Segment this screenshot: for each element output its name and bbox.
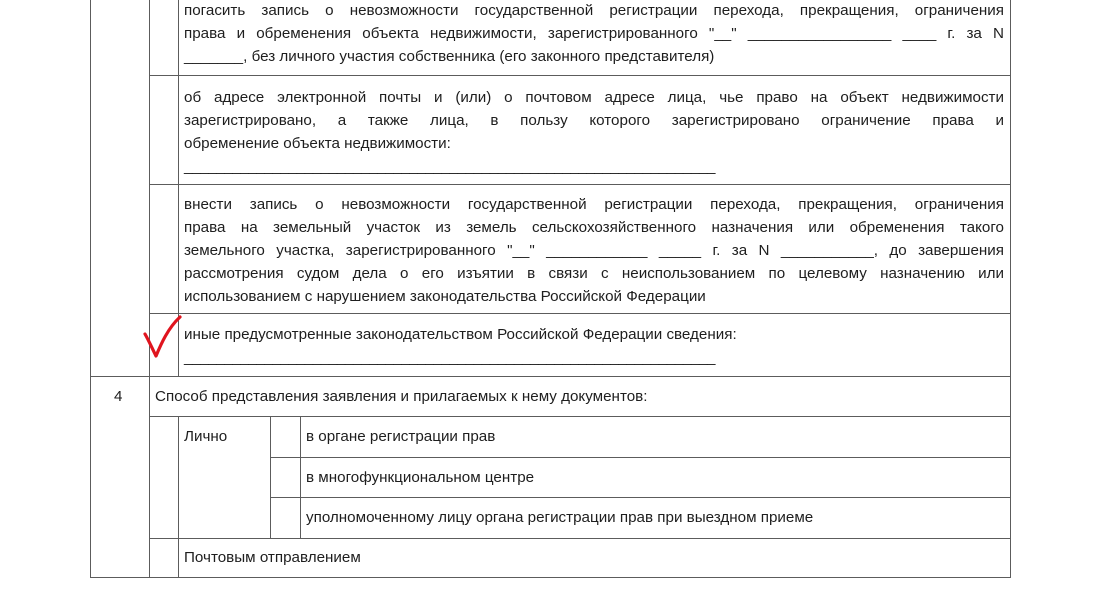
other-info-text-line1: иные предусмотренные законодательством Российской Федерации сведения: bbox=[184, 326, 737, 343]
row-divider bbox=[149, 416, 1011, 417]
cancel-record-text-line3: _______, без личного участия собственника (его законного представителя) bbox=[184, 48, 715, 65]
cancel-record-text-line1: погасить запись о невозможности государственной регистрации перехода, прекращения, ограничения bbox=[184, 2, 1004, 19]
email-address-fill-line: __________________________________________________________________ bbox=[184, 158, 716, 175]
row-divider bbox=[270, 497, 1011, 498]
checkbox-column-divider-bottom bbox=[178, 416, 179, 578]
table-border-right bbox=[1010, 0, 1011, 578]
row-divider bbox=[149, 538, 1011, 539]
option-registration-office: в органе регистрации прав bbox=[306, 428, 496, 445]
cancel-record-text-line2: права и обременения объекта недвижимости, зарегистрированного "__" _________________ ____ г. за N bbox=[184, 25, 1004, 42]
row-divider bbox=[149, 75, 1011, 76]
section-divider bbox=[90, 376, 1011, 377]
row-divider bbox=[270, 457, 1011, 458]
section-title: Способ представления заявления и прилагаемых к нему документов: bbox=[155, 388, 648, 405]
row-divider bbox=[149, 184, 1011, 185]
option-checkbox-divider bbox=[300, 416, 301, 538]
in-person-label: Лично bbox=[184, 428, 228, 445]
add-record-text-line5: использованием с нарушением законодательства Российской Федерации bbox=[184, 288, 706, 305]
by-mail-label: Почтовым отправлением bbox=[184, 549, 361, 566]
table-border-bottom bbox=[90, 577, 1011, 578]
email-address-text-line1: об адресе электронной почты и (или) о почтовом адресе лица, чье право на объект недвижимости bbox=[184, 89, 1004, 106]
add-record-text-line3: земельного участка, зарегистрированного "__" ____________ _____ г. за N ___________, до завершения bbox=[184, 242, 1004, 259]
other-info-fill-line: __________________________________________________________________ bbox=[184, 349, 716, 366]
handwritten-check-icon bbox=[140, 314, 184, 360]
number-column-divider bbox=[149, 0, 150, 578]
table-border-left bbox=[90, 0, 91, 578]
add-record-text-line4: рассмотрения судом дела о его изъятии в связи с неиспользованием по целевому назначению или bbox=[184, 265, 1004, 282]
row-divider bbox=[149, 313, 1011, 314]
option-field-reception: уполномоченному лицу органа регистрации прав при выездном приеме bbox=[306, 509, 814, 526]
in-person-column-divider bbox=[270, 416, 271, 538]
email-address-text-line2: зарегистрировано, а также лица, в пользу которого зарегистрировано ограничение права и bbox=[184, 112, 1004, 129]
email-address-text-line3: обременение объекта недвижимости: bbox=[184, 135, 451, 152]
section-number: 4 bbox=[114, 388, 123, 405]
add-record-text-line1: внести запись о невозможности государственной регистрации перехода, прекращения, ограничения bbox=[184, 196, 1004, 213]
option-mfc: в многофункциональном центре bbox=[306, 469, 535, 486]
add-record-text-line2: права на земельный участок из земель сельскохозяйственного назначения или обременения такого bbox=[184, 219, 1004, 236]
